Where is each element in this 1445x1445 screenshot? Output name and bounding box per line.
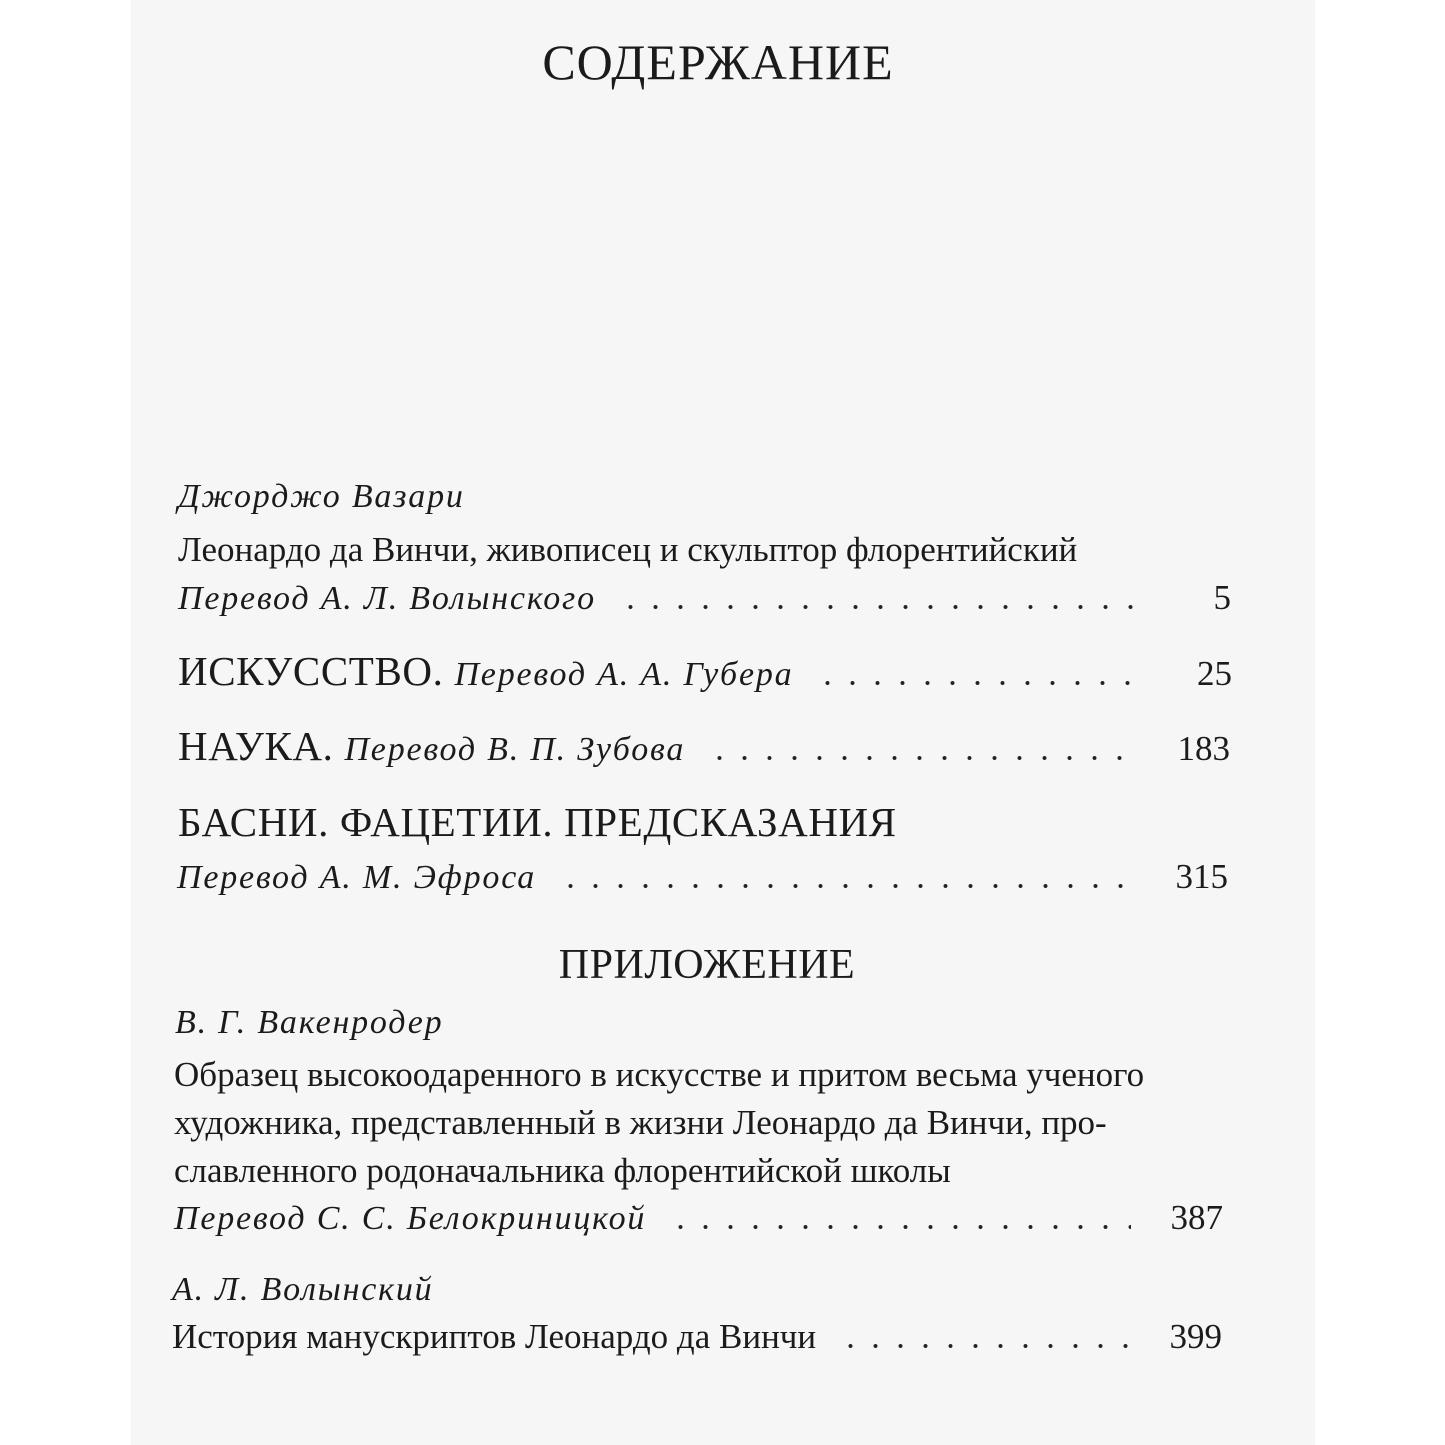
toc-title: СОДЕРЖАНИЕ: [542, 34, 894, 90]
entry-translator: Перевод А. Л. Волынского: [178, 580, 596, 617]
page-number: 387: [1170, 1198, 1223, 1237]
entry-volynsky-title-line: [172, 1314, 1222, 1360]
entry-title: Леонардо да Винчи, живописец и скульптор флорентийский: [178, 530, 1078, 569]
dot-leader: [707, 726, 1138, 772]
entry-translator: Перевод В. П. Зубова: [344, 731, 686, 768]
entry-wackenroder-title-line-2: [174, 1100, 1107, 1146]
entry-vasari-translator-line: [178, 575, 1231, 621]
entry-wackenroder-title-line-3: [174, 1148, 951, 1194]
entry-science-line: [178, 723, 1230, 769]
entry-title: Образец высокоодаренного в искусстве и притом весьма ученого: [174, 1055, 1145, 1094]
section-heading: ИСКУССТВО.: [178, 648, 444, 694]
dot-leader: [558, 854, 1136, 900]
entry-author: В. Г. Вакенродер: [175, 1004, 444, 1041]
entry-wackenroder-title-line-1: [174, 1052, 1144, 1098]
section-heading: НАУКА.: [178, 723, 334, 769]
page-number: 399: [1169, 1317, 1222, 1356]
entry-fables-heading-line: [178, 799, 897, 845]
entry-vasari-author-line: [178, 474, 465, 520]
dot-leader: [618, 575, 1139, 621]
entry-translator: Перевод А. А. Губера: [454, 656, 794, 693]
entry-wackenroder-translator-line: [174, 1195, 1223, 1241]
entry-author: Джорджо Вазари: [178, 478, 465, 515]
entry-fables-translator-line: [177, 854, 1228, 900]
page-number: 5: [1213, 578, 1231, 617]
entry-translator: Перевод А. М. Эфроса: [177, 859, 536, 896]
appendix-heading: ПРИЛОЖЕНИЕ: [558, 942, 856, 988]
entry-wackenroder-author-line: [175, 1000, 443, 1046]
entry-translator: Перевод С. С. Белокриницкой: [174, 1200, 647, 1237]
dot-leader: [815, 651, 1140, 697]
page-number: 25: [1197, 654, 1232, 693]
entry-author: А. Л. Волынский: [172, 1271, 434, 1308]
entry-volynsky-author-line: [172, 1267, 433, 1313]
dot-leader: [668, 1195, 1131, 1241]
page-number: 183: [1177, 729, 1230, 768]
entry-title: славленного родоначальника флорентийской школы: [174, 1151, 951, 1190]
section-heading: БАСНИ. ФАЦЕТИИ. ПРЕДСКАЗАНИЯ: [178, 799, 897, 845]
dot-leader: [838, 1314, 1130, 1360]
page-number: 315: [1175, 857, 1228, 896]
entry-vasari-title-line: [178, 527, 1077, 573]
entry-art-line: [178, 648, 1232, 694]
entry-title: художника, представленный в жизни Леонардо да Винчи, про-: [174, 1103, 1107, 1142]
entry-title: История манускриптов Леонардо да Винчи: [172, 1317, 817, 1356]
